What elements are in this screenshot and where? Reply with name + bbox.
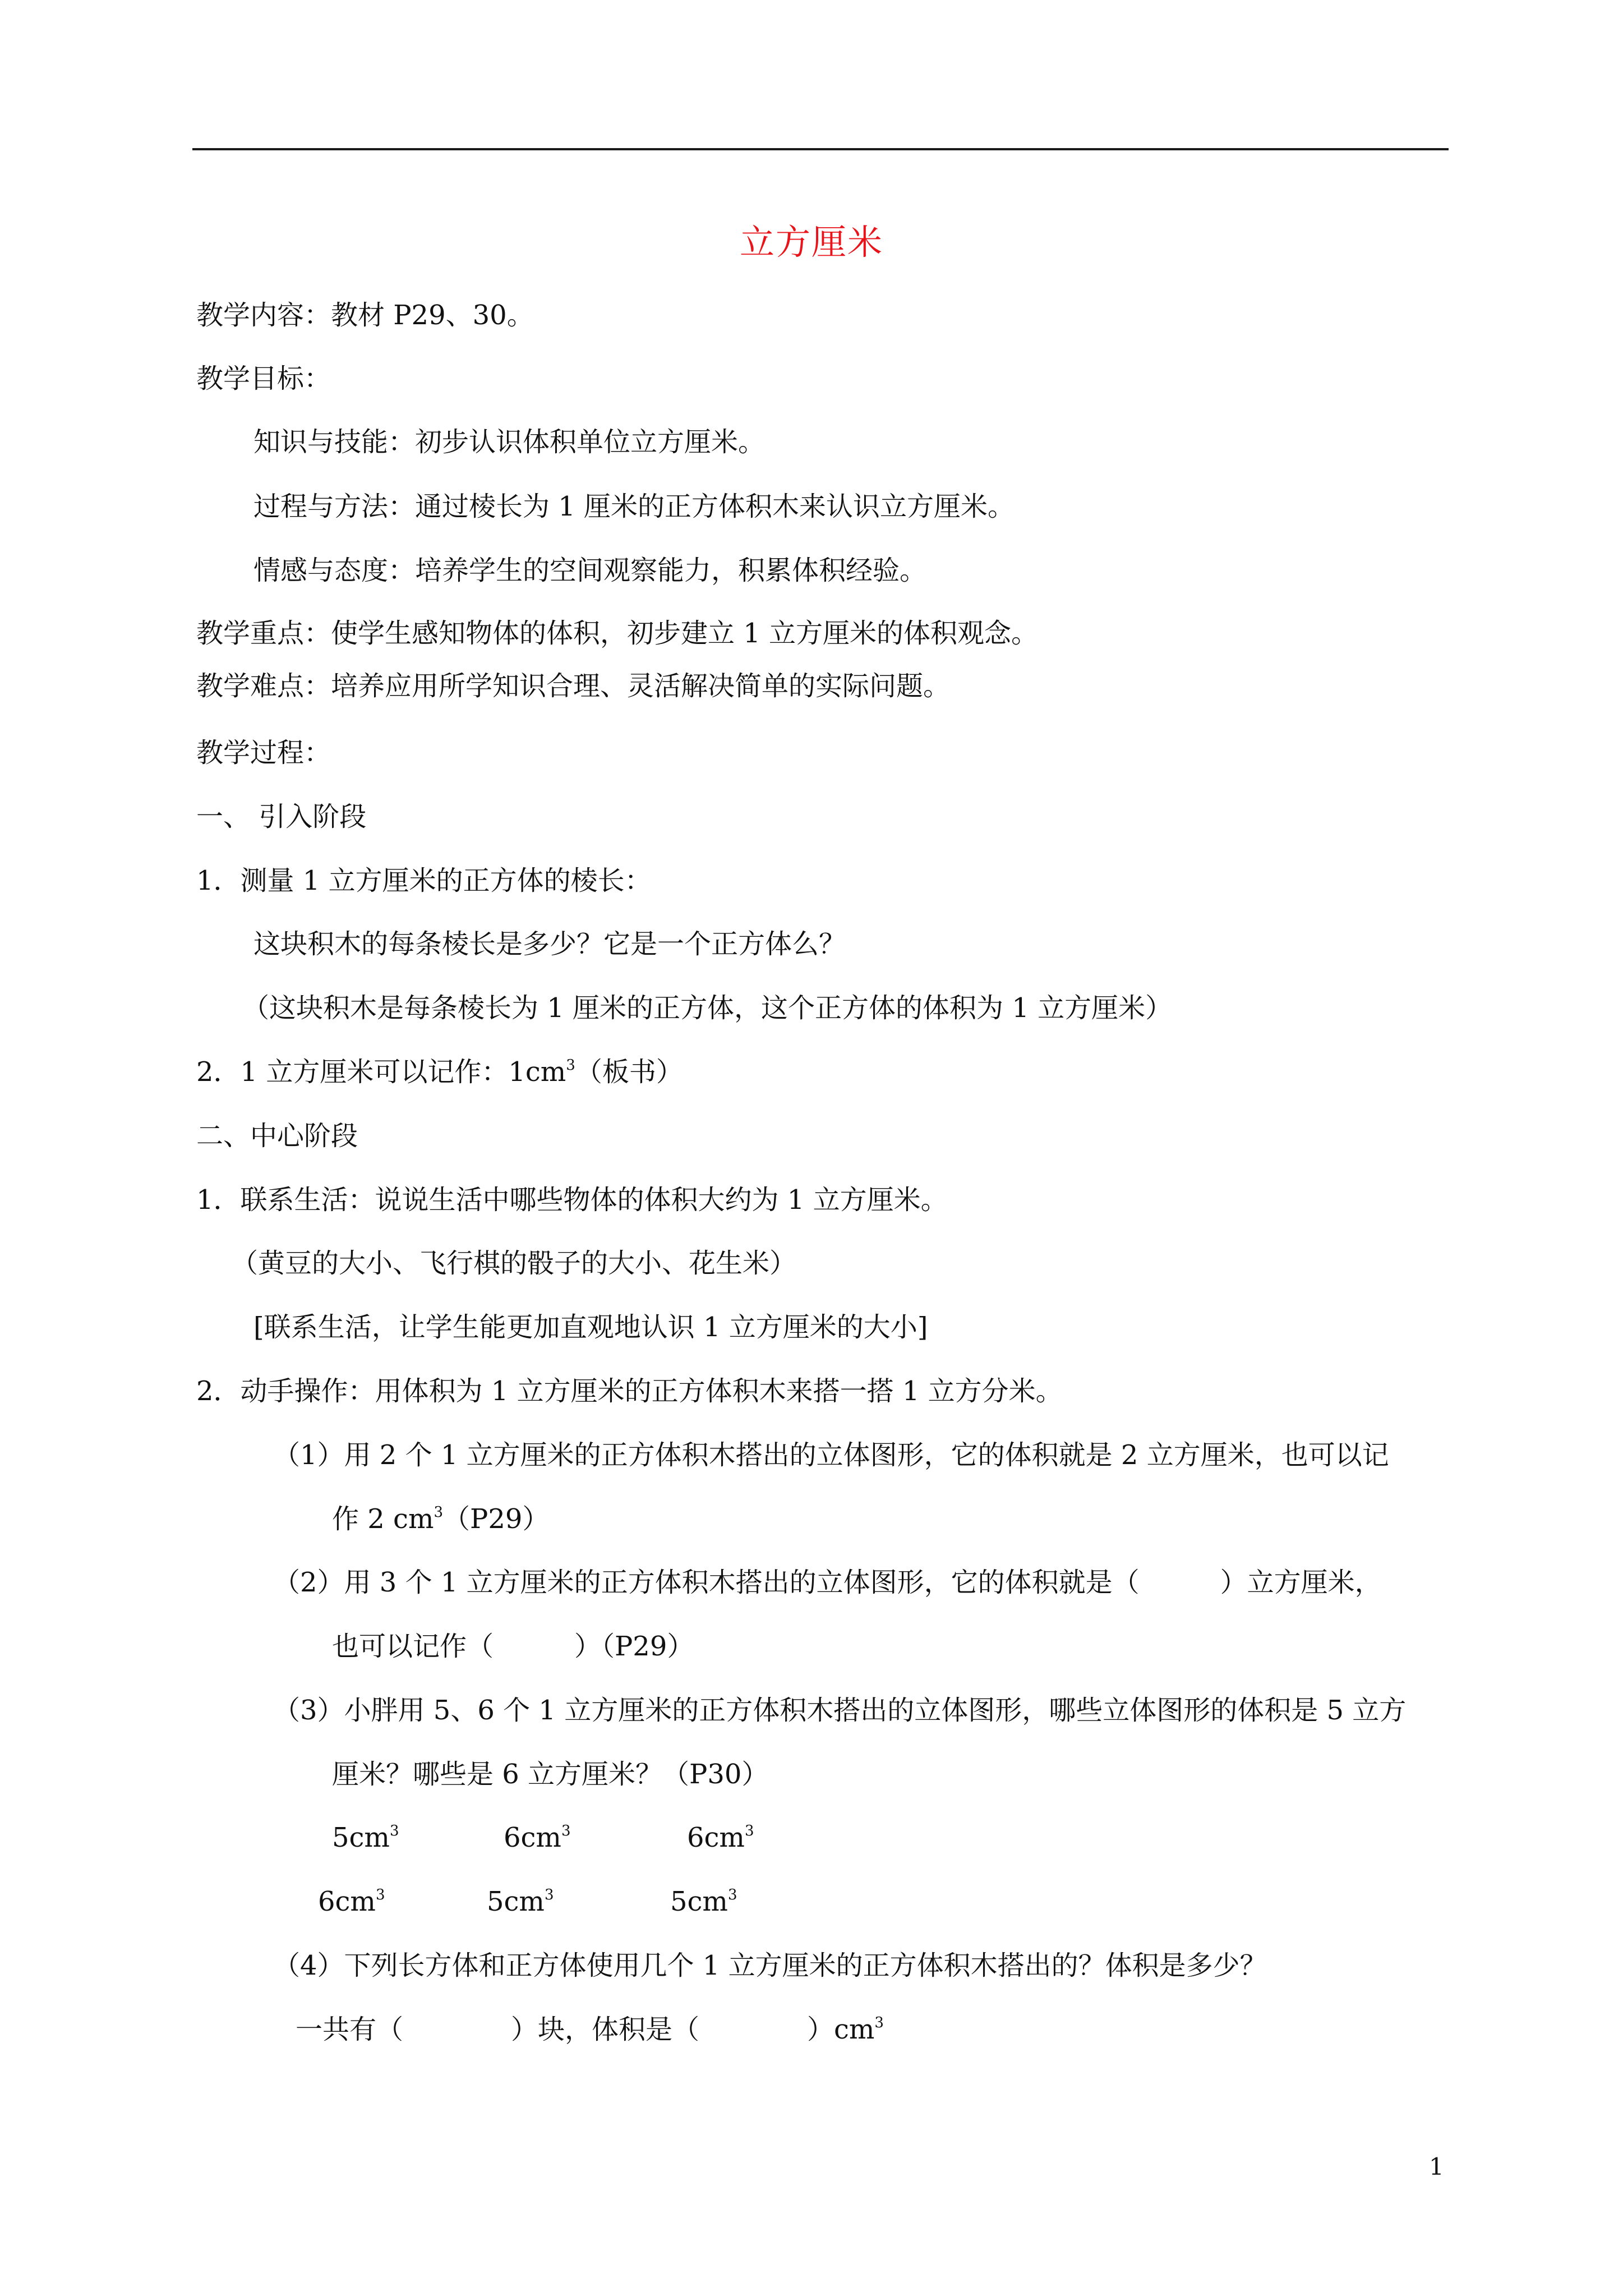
page-number: 1 <box>1429 2153 1444 2180</box>
superscript: 3 <box>544 1887 554 1903</box>
section-intro: 一、 引入阶段 <box>196 801 367 832</box>
process-heading: 教学过程： <box>196 737 331 769</box>
superscript: 3 <box>566 1057 575 1074</box>
volume-label <box>487 1885 554 1918</box>
superscript: 3 <box>375 1887 385 1903</box>
question-1-ref: （P29） <box>443 1503 550 1535</box>
question-3-line-2: 厘米？哪些是 6 立方厘米？（P30） <box>332 1759 769 1790</box>
volume-label <box>332 1821 399 1855</box>
teaching-content: 教学内容：教材 P29、30。 <box>196 300 534 331</box>
volume-label <box>318 1885 385 1918</box>
question-4-line-1: （4）下列长方体和正方体使用几个 1 立方厘米的正方体积木搭出的？体积是多少？ <box>273 1950 1267 1981</box>
volume-label-text: 6cm <box>687 1822 745 1853</box>
volume-label <box>504 1821 570 1855</box>
objective-knowledge: 知识与技能：初步认识体积单位立方厘米。 <box>253 426 766 458</box>
intro-item-2-suffix: （板书） <box>575 1056 683 1088</box>
question-3-line-1: （3）小胖用 5、6 个 1 立方厘米的正方体积木搭出的立体图形，哪些立体图形的体积是 5 立方 <box>273 1695 1407 1726</box>
objectives-heading: 教学目标： <box>196 363 331 394</box>
question-1-line-2 <box>332 1502 549 1536</box>
superscript: 3 <box>874 2014 884 2031</box>
intro-item-2 <box>196 1055 683 1089</box>
difficulty: 教学难点：培养应用所学知识合理、灵活解决简单的实际问题。 <box>196 670 951 702</box>
center-item-1: 1．联系生活：说说生活中哪些物体的体积大约为 1 立方厘米。 <box>196 1184 948 1216</box>
intro-answer: （这块积木是每条棱长为 1 厘米的正方体，这个正方体的体积为 1 立方厘米） <box>242 992 1173 1024</box>
objective-process: 过程与方法：通过棱长为 1 厘米的正方体积木来认识立方厘米。 <box>253 491 1015 522</box>
volume-label <box>687 1821 754 1855</box>
superscript: 3 <box>744 1823 754 1839</box>
question-4-line-2 <box>296 2013 884 2046</box>
volume-label-text: 5cm <box>332 1822 390 1853</box>
superscript: 3 <box>434 1504 444 1521</box>
volume-label-text: 6cm <box>504 1822 561 1853</box>
volume-label-text: 5cm <box>487 1886 545 1917</box>
volume-label-text: 5cm <box>670 1886 728 1917</box>
question-2-line-1: （2）用 3 个 1 立方厘米的正方体积木搭出的立体图形，它的体积就是（ ）立方厘米， <box>273 1567 1382 1598</box>
objective-attitude: 情感与态度：培养学生的空间观察能力，积累体积经验。 <box>253 555 927 586</box>
header-rule <box>192 148 1449 150</box>
question-4-text: 一共有（ ）块，体积是（ ）cm <box>296 2014 875 2045</box>
center-item-2: 2．动手操作：用体积为 1 立方厘米的正方体积木来搭一搭 1 立方分米。 <box>196 1375 1063 1407</box>
question-1-line-1: （1）用 2 个 1 立方厘米的正方体积木搭出的立体图形，它的体积就是 2 立方厘米，也可以记 <box>273 1439 1389 1471</box>
volume-label <box>670 1885 737 1918</box>
superscript: 3 <box>561 1823 571 1839</box>
intro-item-2-text: 2．1 立方厘米可以记作：1cm <box>196 1056 566 1088</box>
key-point: 教学重点：使学生感知物体的体积，初步建立 1 立方厘米的体积观念。 <box>196 618 1039 649</box>
volume-label-text: 6cm <box>318 1886 376 1917</box>
intro-item-1: 1．测量 1 立方厘米的正方体的棱长： <box>196 865 652 896</box>
intro-question: 这块积木的每条棱长是多少？它是一个正方体么？ <box>253 928 846 960</box>
center-note: [联系生活，让学生能更加直观地认识 1 立方厘米的大小] <box>253 1312 928 1343</box>
question-1-text: 作 2 cm <box>332 1503 434 1535</box>
center-examples: （黄豆的大小、飞行棋的骰子的大小、花生米） <box>231 1248 797 1279</box>
page-title: 立方厘米 <box>739 222 883 263</box>
superscript: 3 <box>727 1887 737 1903</box>
superscript: 3 <box>389 1823 399 1839</box>
question-2-line-2: 也可以记作（ ）（P29） <box>332 1631 694 1662</box>
section-center: 二、中心阶段 <box>196 1120 358 1152</box>
